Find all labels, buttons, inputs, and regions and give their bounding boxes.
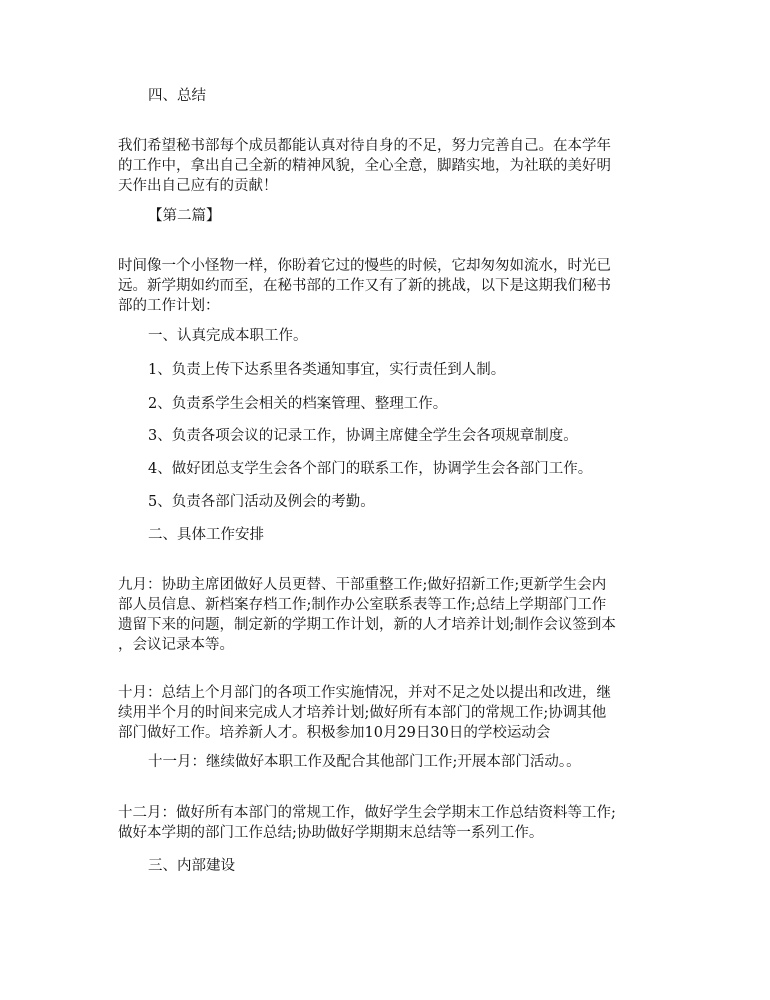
paragraph-intro [118,256,654,316]
paragraph-line: 十二月：做好所有本部门的常规工作，做好学生会学期末工作总结资料等工作; [118,805,616,821]
paragraph-line: 我们希望秘书部每个成员都能认真对待自身的不足，努力完善自己。在本学年 [118,138,611,154]
heading-schedule: 二、具体工作安排 [148,527,264,543]
paragraph-line: ，会议记录本等。 [118,637,234,653]
paragraph-line: 部人员信息、新档案存档工作;制作办公室联系表等工作;总结上学期部门工作 [118,597,607,613]
paragraph-line: 的工作中，拿出自己全新的精神风貌，全心全意，脚踏实地，为社联的美好明 [118,158,611,174]
duty-item: 5、负责各部门活动及例会的考勤。 [148,494,375,510]
paragraph-line: 九月：协助主席团做好人员更替、干部重整工作;做好招新工作;更新学生会内 [118,577,607,593]
duty-item: 2、负责系学生会相关的档案管理、整理工作。 [148,396,448,412]
paragraph-line: 做好本学期的部门工作总结;协助做好学期期末总结等一系列工作。 [118,825,544,841]
paragraph-line: 十月：总结上个月部门的各项工作实施情况，并对不足之处以提出和改进，继 [118,685,611,701]
paragraph-line: 天作出自己应有的贡献！ [118,178,278,194]
heading-duty: 一、认真完成本职工作。 [148,328,308,344]
paragraph-line: 部门做好工作。培养新人才。积极参加10月29日30日的学校运动会 [118,725,551,741]
paragraph-line: 远。新学期如约而至，在秘书部的工作又有了新的挑战，以下是这期我们秘书 [118,278,611,294]
paragraph-line: 续用半个月的时间来完成人才培养计划;做好所有本部门的常规工作;协调其他 [118,705,607,721]
paragraph-line: 部的工作计划： [118,298,220,314]
paragraph-october [118,683,654,743]
duty-item: 3、负责各项会议的记录工作，协调主席健全学生会各项规章制度。 [148,428,578,444]
paragraph-december [118,803,654,843]
paragraph-line: 遗留下来的问题，制定新的学期工作计划，新的人才培养计划;制作会议签到本 [118,617,616,633]
paragraph-november: 十一月：继续做好本职工作及配合其他部门工作;开展本部门活动。。 [148,754,581,770]
heading-summary: 四、总结 [148,88,206,104]
duty-item: 1、负责上传下达系里各类通知事宜，实行责任到人制。 [148,362,506,378]
duty-item: 4、做好团总支学生会各个部门的联系工作，协调学生会各部门工作。 [148,461,593,477]
paragraph-line: 时间像一个小怪物一样，你盼着它过的慢些的时候，它却匆匆如流水，时光已 [118,258,611,274]
heading-internal: 三、内部建设 [148,858,235,874]
paragraph-september [118,575,654,655]
section-label: 【第二篇】 [148,208,221,224]
paragraph-summary [118,136,654,196]
